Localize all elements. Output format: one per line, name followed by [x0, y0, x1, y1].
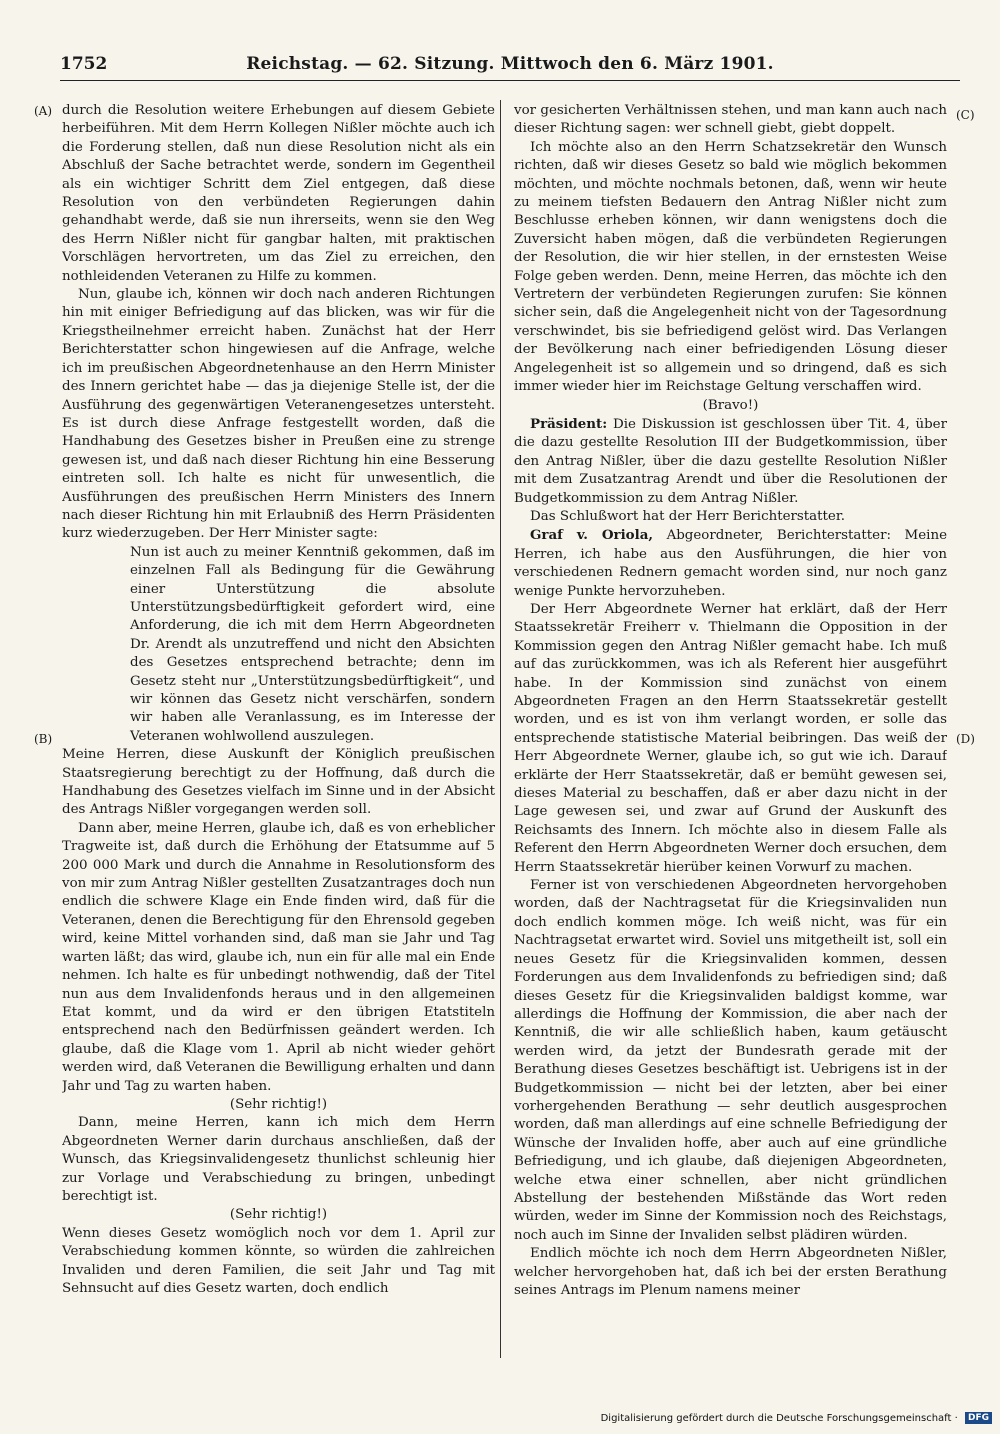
speaker-name: Graf v. Oriola, — [530, 527, 654, 544]
footer-credit — [601, 1412, 992, 1424]
paragraph-text: Das Schlußwort hat der Herr Berichterstatter. — [530, 508, 846, 524]
paragraph — [514, 1245, 947, 1300]
margin-mark-c: (C) — [956, 108, 975, 122]
paragraph — [514, 102, 947, 139]
paragraph-text: Abgeordneter, Berichterstatter: Meine Herren, ich habe aus den Ausführungen, die hier von verschiedenen Rednern gemacht worden sind, nur noch ganz wenige Punkte hervorzuheben. — [514, 528, 947, 599]
running-title: Reichstag. — 62. Sitzung. Mittwoch den 6. März 1901. — [246, 54, 774, 74]
paragraph — [514, 139, 947, 397]
paragraph — [62, 286, 495, 544]
paragraph — [62, 746, 495, 820]
paragraph — [514, 877, 947, 1245]
paragraph-text: durch die Resolution weitere Erhebungen auf diesem Gebiete herbeiführen. Mit dem Herrn Kollegen Nißler möchte auch ich die Forderung stellen, daß nun diese Resolution nicht als ein Abschluß der Sache betrachtet werde, sondern im Gegentheil als ein wichtiger Schritt dem Ziel entgegen, daß diese Resolution von den verbündeten Regierungen dahin gehandhabt werde, daß sie nun ihrerseits, wenn sie den Weg des Herrn Nißler nicht für gangbar halten, mit praktischen Vorschlägen hervortreten, um das Ziel zu erreichen, den nothleidenden Veteranen zu Hilfe zu kommen. — [62, 103, 495, 284]
paragraph-text: Endlich möchte ich noch dem Herrn Abgeordneten Nißler, welcher hervorgehoben hat, daß ich bei der ersten Berathung seines Antrags im Plenum namens meiner — [514, 1246, 947, 1298]
interjection — [514, 397, 947, 415]
margin-mark-b: (B) — [34, 732, 53, 746]
paragraph-text: Nun ist auch zu meiner Kenntniß gekommen, daß im einzelnen Fall als Bedingung für die Gewährung einer Unterstützung die absolute Unterstützungsbedürftigkeit gefordert wird, eine Anforderung, die ich mit dem Herrn Abgeordneten Dr. Arendt als unzutreffend und nicht den Absichten des Gesetzes entsprechend betrachte; denn im Gesetz steht nur „Unterstützungsbedürftigkeit“, und wir können das Gesetz nicht verschärfen, sondern wir haben alle Veranlassung, es im Interesse der Veteranen wohlwollend auszulegen. — [130, 544, 495, 744]
paragraph — [62, 102, 495, 286]
paragraph-text: Dann aber, meine Herren, glaube ich, daß es von erheblicher Tragweite ist, daß durch die Erhöhung der Etatsumme auf 5 200 000 Mark und durch die Annahme in Resolutionsform des von mir zum Antrag Nißler gestellten Zusatzantrages doch nun endlich die schwere Klage ein Ende finden wird, daß für die Veteranen, denen die Berechtigung für den Ehrensold gegeben wird, keine Mittel vorhanden sind, daß man sie Jahr und Tag warten läßt; das wird, glaube ich, nun ein für alle mal ein Ende nehmen. Ich halte es für unbedingt nothwendig, daß der Titel nun aus dem Invalidenfonds heraus und in den allgemeinen Etat kommt, und da wird er den übrigen Etatstiteln entsprechend nach den Bedürfnissen geändert werden. Ich glaube, daß die Klage vom 1. April ab nicht wieder gehört werden wird, daß Veteranen die Bewilligung erhalten und dann Jahr und Tag zu warten haben. — [62, 820, 495, 1094]
interjection — [62, 1096, 495, 1114]
interjection — [62, 1206, 495, 1224]
paragraph-text: Wenn dieses Gesetz womöglich noch vor dem 1. April zur Verabschiedung kommen könnte, so würden die zahlreichen Invaliden und deren Familien, die seit Jahr und Tag mit Sehnsucht auf dies Gesetz warten, doch endlich — [62, 1225, 495, 1296]
paragraph-text: Ferner ist von verschiedenen Abgeordneten hervorgehoben worden, daß der Nachtragsetat für die Kriegsinvaliden nun doch endlich kommen möge. Ich weiß nicht, was für ein Nachtragsetat erwartet wird. Soviel uns mitgetheilt ist, soll ein neues Gesetz für die Kriegsinvaliden kommen, dessen Forderungen aus dem Invalidenfonds zu befriedigen sind; daß dieses Gesetz für die Kriegsinvaliden baldigst komme, war allerdings die Hoffnung der Kommission, die aber nach der Kenntniß, die wir alle schließlich haben, kaum getäuscht werden wird, da jetzt der Bundesrath gerade mit der Berathung dieses Gesetzes beschäftigt ist. Uebrigens ist in der Budgetkommission — nicht bei der letzten, aber bei einer vorhergehenden Berathung — sehr deutlich ausgesprochen worden, daß man allerdings auf eine schnelle Befriedigung der Wünsche der Invaliden hoffe, aber auch auf eine gründliche Befriedigung, und ich glaube, daß diejenigen Abgeordneten, welche etwa einer schnellen, aber nicht gründlichen Abstellung der bestehenden Mißstände das Wort reden würden, weder im Sinne der Kommission noch des Reichstags, noch auch im Sinne der Invaliden selbst plädiren würden. — [514, 878, 947, 1243]
paragraph-text: (Bravo!) — [702, 397, 759, 413]
right-column — [514, 102, 947, 1352]
page-number: 1752 — [60, 54, 108, 74]
paragraph — [62, 1114, 495, 1206]
footer-text: Digitalisierung gefördert durch die Deutsche Forschungsgemeinschaft · — [600, 1413, 958, 1424]
column-divider — [500, 100, 501, 1358]
paragraph — [514, 526, 947, 601]
paragraph-text: vor gesicherten Verhältnissen stehen, und man kann auch nach dieser Richtung sagen: wer schnell giebt, giebt doppelt. — [514, 103, 947, 137]
paragraph-text: Ich möchte also an den Herrn Schatzsekretär den Wunsch richten, daß wir dieses Gesetz so bald wie möglich bekommen möchten, und möchte nochmals betonen, daß, wenn wir heute zu meinem tiefsten Bedauern den Antrag Nißler nicht zum Beschlusse erheben können, wir dann wenigstens doch die Zuversicht haben mögen, daß die verbündeten Regierungen der Resolution, die wir hier stellen, in der ernstesten Weise Folge geben werden. Denn, meine Herren, das möchte ich den Vertretern der verbündeten Regierungen zurufen: Sie können sicher sein, daß die Angelegenheit nicht von der Tagesordnung verschwindet, bis sie befriedigend gelöst wird. Das Verlangen der Bevölkerung nach einer befriedigenden Lösung dieser Angelegenheit ist so allgemein und so dringend, daß es sich immer wieder hier im Reichstage Geltung verschaffen wird. — [514, 139, 947, 395]
margin-mark-a: (A) — [34, 104, 53, 118]
paragraph-text: Der Herr Abgeordnete Werner hat erklärt, daß der Herr Staatssekretär Freiherr v. Thielmann die Opposition in der Kommission gegen den Antrag Nißler gemacht habe. Ich muß auf das zurückkommen, was ich als Referent hier ausgeführt habe. In der Kommission sind zunächst von einem Abgeordneten Fragen an den Herrn Staatssekretär gestellt worden, und es ist von ihm verlangt worden, er solle das entsprechende statistische Material beibringen. Das weiß der Herr Abgeordnete Werner, glaube ich, so gut wie ich. Darauf erklärte der Herr Staatssekretär, daß er bemüht gewesen sei, dieses Material zu beschaffen, daß er aber dazu nicht in der Lage gewesen sei, und zwar auf Grund der Auskunft des Reichsamts des Innern. Ich möchte also in diesem Falle als Referent den Herrn Abgeordneten Werner doch ersuchen, dem Herrn Staatssekretär hierüber keinen Vorwurf zu machen. — [514, 601, 947, 875]
paragraph — [62, 820, 495, 1096]
margin-mark-d: (D) — [956, 732, 975, 746]
paragraph — [514, 508, 947, 526]
paragraph — [514, 415, 947, 508]
paragraph-text: Die Diskussion ist geschlossen über Tit. 4, über die dazu gestellte Resolution III der Budgetkommission, über den Antrag Nißler, über die dazu gestellte Resolution Nißler mit dem Zusatzantrag Arendt und über die Resolutionen der Budgetkommission zu dem Antrag Nißler. — [514, 416, 947, 506]
paragraph-text: Meine Herren, diese Auskunft der Königlich preußischen Staatsregierung berechtigt zu der Hoffnung, daß durch die Handhabung des Gesetzes vielfach im Sinne und in der Absicht des Antrags Nißler vorgegangen werden soll. — [62, 747, 495, 818]
paragraph-text: Dann, meine Herren, kann ich mich dem Herrn Abgeordneten Werner darin durchaus anschließen, daß der Wunsch, das Kriegsinvalidengesetz thunlichst schleunig hier zur Vorlage und Verabschiedung zu bringen, unbedingt berechtigt ist. — [62, 1115, 495, 1204]
paragraph-text: (Sehr richtig!) — [229, 1207, 328, 1223]
paragraph — [514, 601, 947, 877]
dfg-logo: DFG — [965, 1412, 992, 1424]
speaker-name: Präsident: — [530, 415, 608, 432]
paragraph-text: Nun, glaube ich, können wir doch nach anderen Richtungen hin mit einiger Befriedigung auf das blicken, was wir für die Kriegstheilnehmer erreicht haben. Zunächst hat der Herr Berichterstatter schon hingewiesen auf die Anfrage, welche ich im preußischen Abgeordnetenhause an den Herrn Minister des Innern gerichtet habe — das ja diejenige Stelle ist, der die Ausführung des gegenwärtigen Veteranengesetzes untersteht. Es ist durch diese Anfrage festgestellt worden, daß die Handhabung des Gesetzes bisher in Preußen eine zu strenge gewesen ist, und daß nach dieser Richtung hin eine Besserung eintreten soll. Ich halte es nicht für unwesentlich, die Ausführungen des preußischen Herrn Ministers des Innern nach dieser Richtung hin mit Erlaubniß des Herrn Präsidenten kurz wiederzugeben. Der Herr Minister sagte: — [62, 287, 495, 542]
paragraph-text: (Sehr richtig!) — [229, 1096, 328, 1112]
paragraph — [62, 1225, 495, 1299]
page-header — [60, 50, 960, 81]
paragraph — [62, 544, 495, 746]
left-column — [62, 102, 495, 1352]
